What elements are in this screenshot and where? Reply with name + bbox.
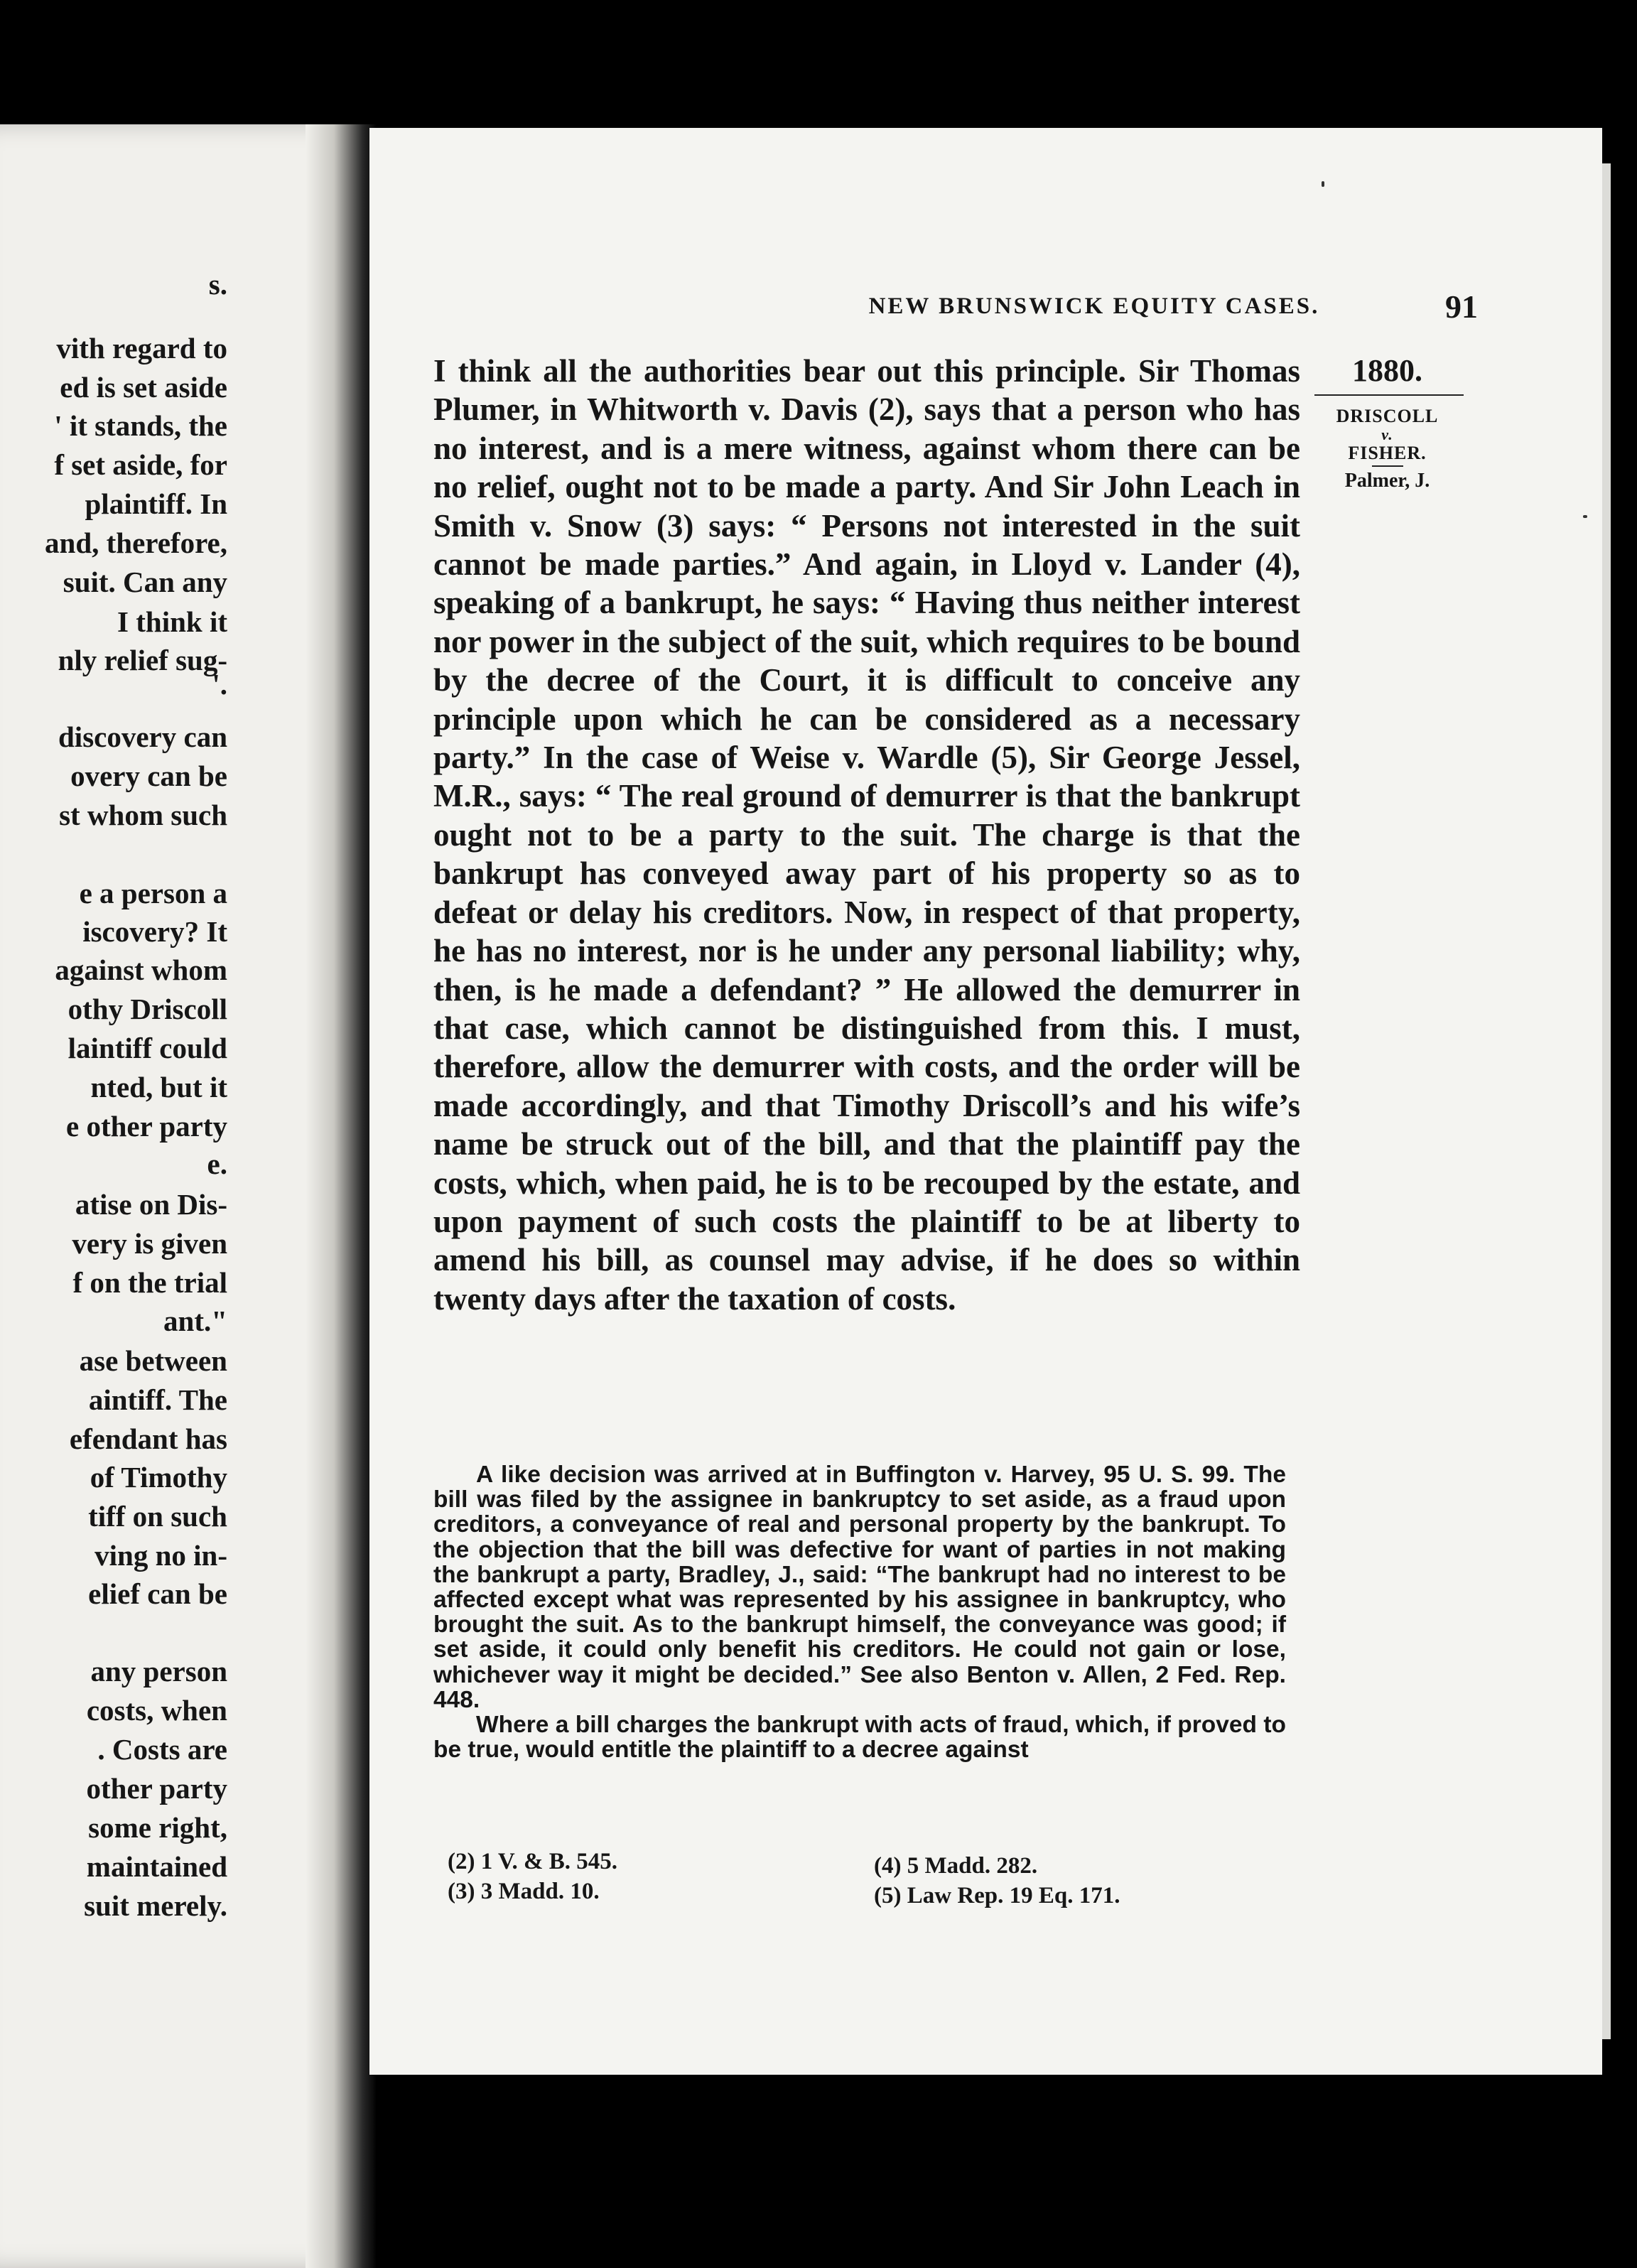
left-line: f on the trial bbox=[72, 1266, 227, 1299]
margin-note bbox=[1314, 352, 1460, 492]
left-line: of Timothy bbox=[90, 1461, 227, 1494]
left-line: e other party bbox=[66, 1110, 227, 1143]
right-page bbox=[369, 128, 1602, 2075]
left-line: ed is set aside bbox=[60, 371, 227, 404]
reference: (5) Law Rep. 19 Eq. 171. bbox=[874, 1883, 1120, 1908]
left-line: '. bbox=[212, 668, 227, 701]
left-line: laintiff could bbox=[67, 1032, 227, 1064]
left-line: suit. Can any bbox=[63, 566, 227, 598]
margin-judge: Palmer, J. bbox=[1344, 470, 1430, 492]
print-speck bbox=[1583, 515, 1587, 518]
left-line: plaintiff. In bbox=[85, 487, 227, 520]
left-line: atise on Dis- bbox=[75, 1188, 227, 1221]
book-gutter bbox=[306, 124, 377, 2268]
running-head: NEW BRUNSWICK EQUITY CASES. bbox=[868, 293, 1320, 319]
left-line: ase between bbox=[79, 1344, 227, 1377]
left-line: suit merely. bbox=[84, 1889, 227, 1922]
body-paragraph: I think all the authorities bear out this principle. Sir Thomas Plumer, in Whitworth v. Davis (2), says that a person who has no interest, and is a mere witness, against whom there can be no relief, ought not to be made a party. And Sir John Leach in Smith v. Snow (3) says: “ Persons not interested in the suit cannot be made parties.” And again, in Lloyd v. Lander (4), speaking of a bankrupt, he says: “ Having thus neither interest nor power in the subject of the suit, which requires to be bound by the decree of the Court, it is difficult to conceive any principle upon which he can be considered as a necessary party.” In the case of Weise v. Wardle (5), Sir George Jessel, M.R., says: “ The real ground of demurrer is that the bankrupt ought not to be a party to the suit. The charge is that the bankrupt has conveyed away part of his property so as to defeat or delay his creditors. Now, in respect of that property, he has no interest, nor is he under any personal liability; why, then, is he made a defendant? ” He allowed the demurrer in that case, which cannot be distinguished from this. I must, therefore, allow the demurrer with costs, and the order will be made accordingly, and that Timothy Driscoll’s and his wife’s name be struck out of the bill, and that the plaintiff pay the costs, which, when paid, he is to be recouped by the estate, and upon payment of such costs the plaintiff to be at liberty to amend his bill, as counsel may advise, if he does so within twenty days after the taxation of costs. bbox=[433, 353, 1300, 1317]
footnote-paragraph: A like decision was arrived at in Buffington v. Harvey, 95 U. S. 99. The bill was filed by the assignee in bankruptcy to set aside, as a fraud upon creditors, a conveyance of real and personal property by the bankrupt. To the objection that the bill was defective for want of parties in not making the bankrupt a party, Bradley, J., said: “The bankrupt had no interest to be affected except what was represented by his assignee in bankruptcy, who brought the suit. As to the bankrupt himself, the conveyance was good; if set aside, it could only benefit his creditors. He could not gain or lose, whichever way it might be decided.” See also Benton v. Allen, 2 Fed. Rep. 448. bbox=[433, 1462, 1286, 1713]
left-page-text bbox=[0, 124, 227, 2268]
page-edge bbox=[1602, 163, 1611, 2039]
left-line: f set aside, for bbox=[54, 448, 227, 481]
left-line: discovery can bbox=[58, 720, 227, 753]
left-line: costs, when bbox=[86, 1694, 227, 1727]
margin-short-rule bbox=[1372, 465, 1403, 467]
left-line: s. bbox=[208, 268, 227, 301]
left-line: very is given bbox=[72, 1227, 227, 1260]
left-line: some right, bbox=[88, 1811, 227, 1844]
left-line: iscovery? It bbox=[82, 915, 227, 948]
left-line: elief can be bbox=[88, 1577, 227, 1610]
margin-rule bbox=[1314, 394, 1464, 396]
page-number: 91 bbox=[1445, 288, 1478, 325]
left-line: other party bbox=[86, 1772, 227, 1805]
left-line: and, therefore, bbox=[45, 526, 227, 559]
margin-versus: v. bbox=[1381, 426, 1393, 443]
left-line: maintained bbox=[86, 1850, 227, 1883]
main-text bbox=[433, 352, 1300, 1318]
left-line: e. bbox=[207, 1148, 227, 1180]
left-line: aintiff. The bbox=[88, 1383, 227, 1416]
left-line: st whom such bbox=[59, 799, 227, 831]
left-line: othy Driscoll bbox=[67, 993, 227, 1025]
left-line: nted, but it bbox=[90, 1071, 227, 1103]
reference: (2) 1 V. & B. 545. bbox=[448, 1849, 617, 1874]
left-line: I think it bbox=[117, 605, 227, 638]
left-line: against whom bbox=[55, 954, 227, 986]
margin-party-plaintiff: DRISCOLL bbox=[1336, 406, 1439, 426]
left-line: tiff on such bbox=[88, 1500, 227, 1533]
left-line: e a person a bbox=[79, 877, 227, 909]
margin-party-defendant: FISHER. bbox=[1348, 443, 1427, 463]
reference: (4) 5 Madd. 282. bbox=[874, 1853, 1038, 1879]
footnote-paragraph: Where a bill charges the bankrupt with acts of fraud, which, if proved to be true, would entitle the plaintiff to a decree against bbox=[433, 1712, 1286, 1764]
margin-year: 1880. bbox=[1352, 353, 1422, 388]
left-line: ving no in- bbox=[94, 1539, 227, 1572]
left-line: overy can be bbox=[70, 760, 227, 792]
footnote bbox=[433, 1462, 1286, 1762]
left-line: nly relief sug- bbox=[58, 644, 227, 676]
print-speck bbox=[1322, 181, 1324, 187]
left-line: ant." bbox=[163, 1305, 227, 1337]
reference: (3) 3 Madd. 10. bbox=[448, 1879, 600, 1904]
left-line: vith regard to bbox=[56, 332, 227, 364]
left-line: . Costs are bbox=[97, 1733, 227, 1766]
left-line: any person bbox=[90, 1655, 227, 1688]
left-line: ' it stands, the bbox=[54, 409, 227, 442]
left-line: efendant has bbox=[69, 1422, 227, 1455]
